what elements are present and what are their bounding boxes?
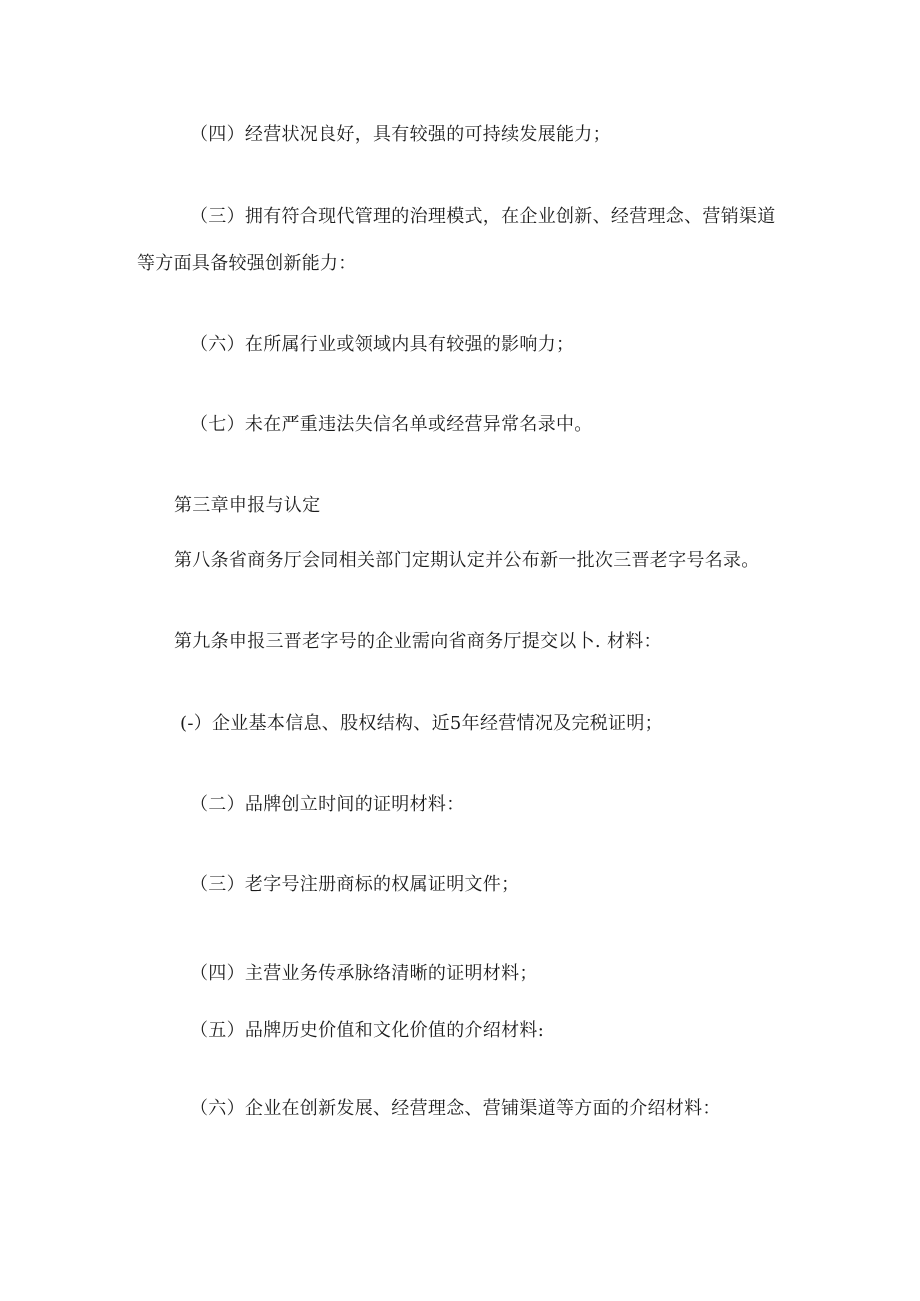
paragraph-item-3-continued: 等方面具备较强创新能力：	[137, 253, 357, 274]
paragraph-item-7-credit: （七）未在严重违法失信名单或经营异常名录中。	[190, 414, 593, 435]
list-item-2-brand-founding: （二）品牌创立时间的证明材料：	[190, 794, 465, 815]
list-item-5-history-value: （五）品牌历史价值和文化价值的介绍材料:	[190, 1020, 545, 1041]
article-9-text: 第九条申报三晋老字号的企业需向省商务厅提交以卜. 材料：	[174, 631, 662, 652]
paragraph-item-4-operation: （四）经营状况良好，具有较强的可持续发展能力；	[190, 124, 611, 145]
list-item-6-innovation: （六）企业在创新发展、经营理念、营铺渠道等方面的介绍材料：	[190, 1098, 721, 1119]
list-item-4-business-heritage: （四）主营业务传承脉络清晰的证明材料；	[190, 963, 538, 984]
list-item-1-basic-info: (-）企业基本信息、股权结构、近5年经营情况及完税证明；	[180, 713, 663, 734]
chapter-heading: 第三章申报与认定	[174, 495, 321, 516]
paragraph-item-3-governance: （三）拥有符合现代管理的治理模式，在企业创新、经营理念、营销渠道	[190, 206, 776, 227]
list-item-3-trademark: （三）老字号注册商标的权属证明文件；	[190, 874, 520, 895]
article-8-text: 第八条省商务厅会同相关部门定期认定并公布新一批次三晋老字号名录。	[174, 550, 760, 571]
paragraph-item-6-influence: （六）在所属行业或领域内具有较强的影响力；	[190, 334, 575, 355]
